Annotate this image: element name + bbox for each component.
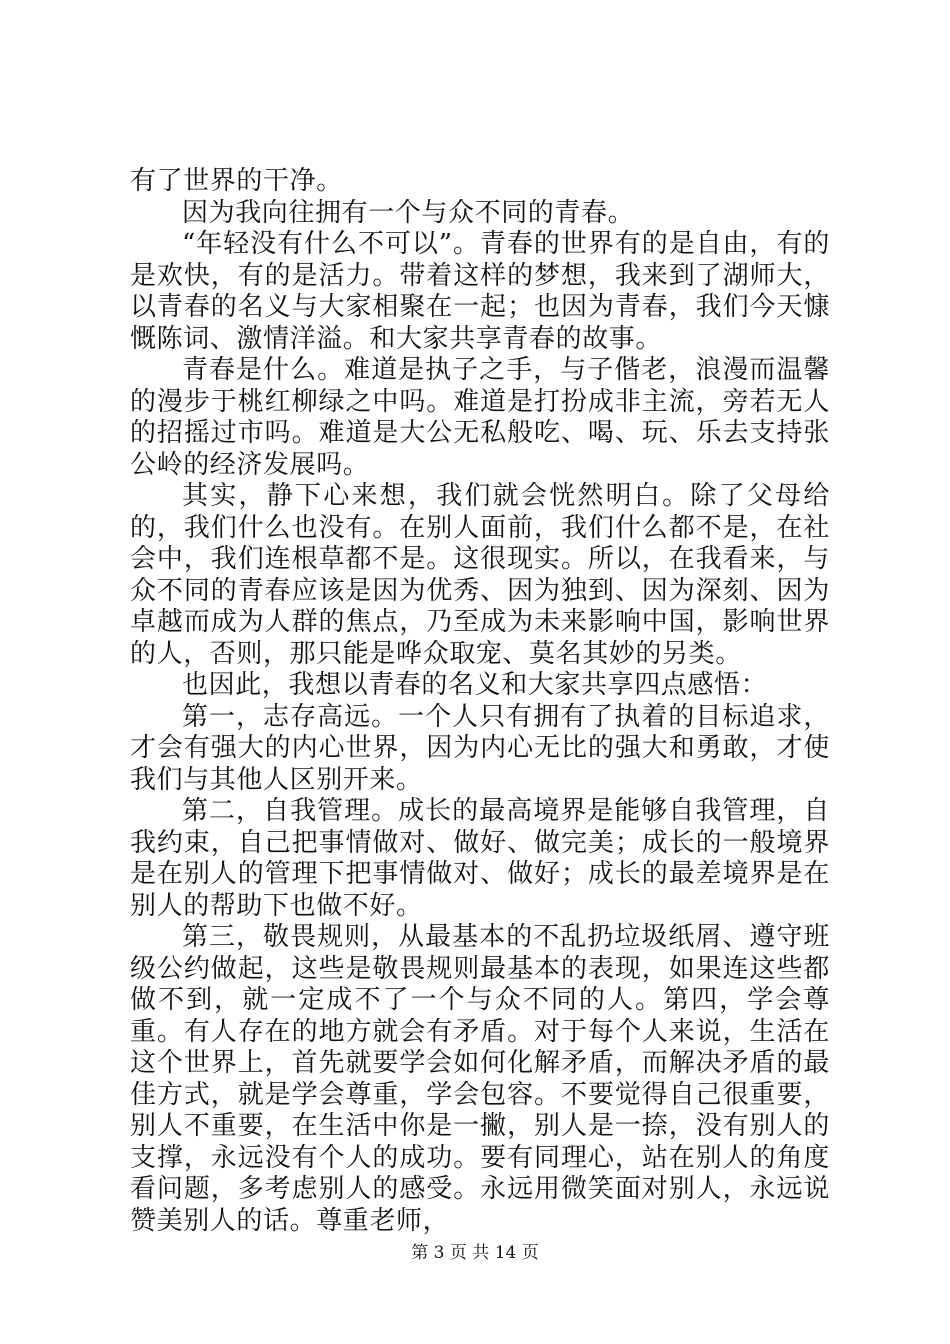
paragraph-1: 有了世界的干净。 (130, 166, 343, 196)
paragraph-8: 第二，自我管理。成长的最高境界是能够自我管理，自我约束，自己把事情做对、做好、做完美；成长的一般境界是在别人的管理下把事情做对、做好；成长的最差境界是在别人的帮助下也做不好。 (130, 796, 830, 921)
paragraph-3: “年轻没有什么不可以”。青春的世界有的是自由，有的是欢快，有的是活力。带着这样的梦想，我来到了湖师大，以青春的名义与大家相聚在一起；也因为青春，我们今天慷慨陈词、激情洋溢。和大家共享青春的故事。 (130, 229, 830, 354)
page-footer: 第 3 页 共 14 页 (411, 1243, 539, 1263)
paragraph-6: 也因此，我想以青春的名义和大家共享四点感悟： (182, 670, 768, 700)
paragraph-2: 因为我向往拥有一个与众不同的青春。 (182, 197, 635, 228)
paragraph-5: 其实，静下心来想，我们就会恍然明白。除了父母给的，我们什么也没有。在别人面前，我们什么都不是，在社会中，我们连根草都不是。这很现实。所以，在我看来，与众不同的青春应该是因为优秀、因为独到、因为深刻、因为卓越而成为人群的焦点，乃至成为未来影响中国，影响世界的人，否则，那只能是哗众取宠、莫名其妙的另类。 (130, 481, 830, 669)
paragraph-4: 青春是什么。难道是执子之手，与子偕老，浪漫而温馨的漫步于桃红柳绿之中吗。难道是打扮成非主流，旁若无人的招摇过市吗。难道是大公无私般吃、喝、玩、乐去支持张公岭的经济发展吗。 (130, 355, 830, 480)
document-body (130, 166, 830, 1237)
paragraph-7: 第一，志存高远。一个人只有拥有了执着的目标追求，才会有强大的内心世界，因为内心无比的强大和勇敢，才使我们与其他人区别开来。 (130, 701, 830, 795)
paragraph-9: 第三，敬畏规则，从最基本的不乱扔垃圾纸屑、遵守班级公约做起，这些是敬畏规则最基本的表现，如果连这些都做不到，就一定成不了一个与众不同的人。第四，学会尊重。有人存在的地方就会有矛盾。对于每个人来说，生活在这个世界上，首先就要学会如何化解矛盾，而解决矛盾的最佳方式，就是学会尊重，学会包容。不要觉得自己很重要，别人不重要，在生活中你是一撇，别人是一捺，没有别人的支撑，永远没有个人的成功。要有同理心，站在别人的角度看问题，多考虑别人的感受。永远用微笑面对别人，永远说赞美别人的话。尊重老师， (130, 922, 830, 1236)
